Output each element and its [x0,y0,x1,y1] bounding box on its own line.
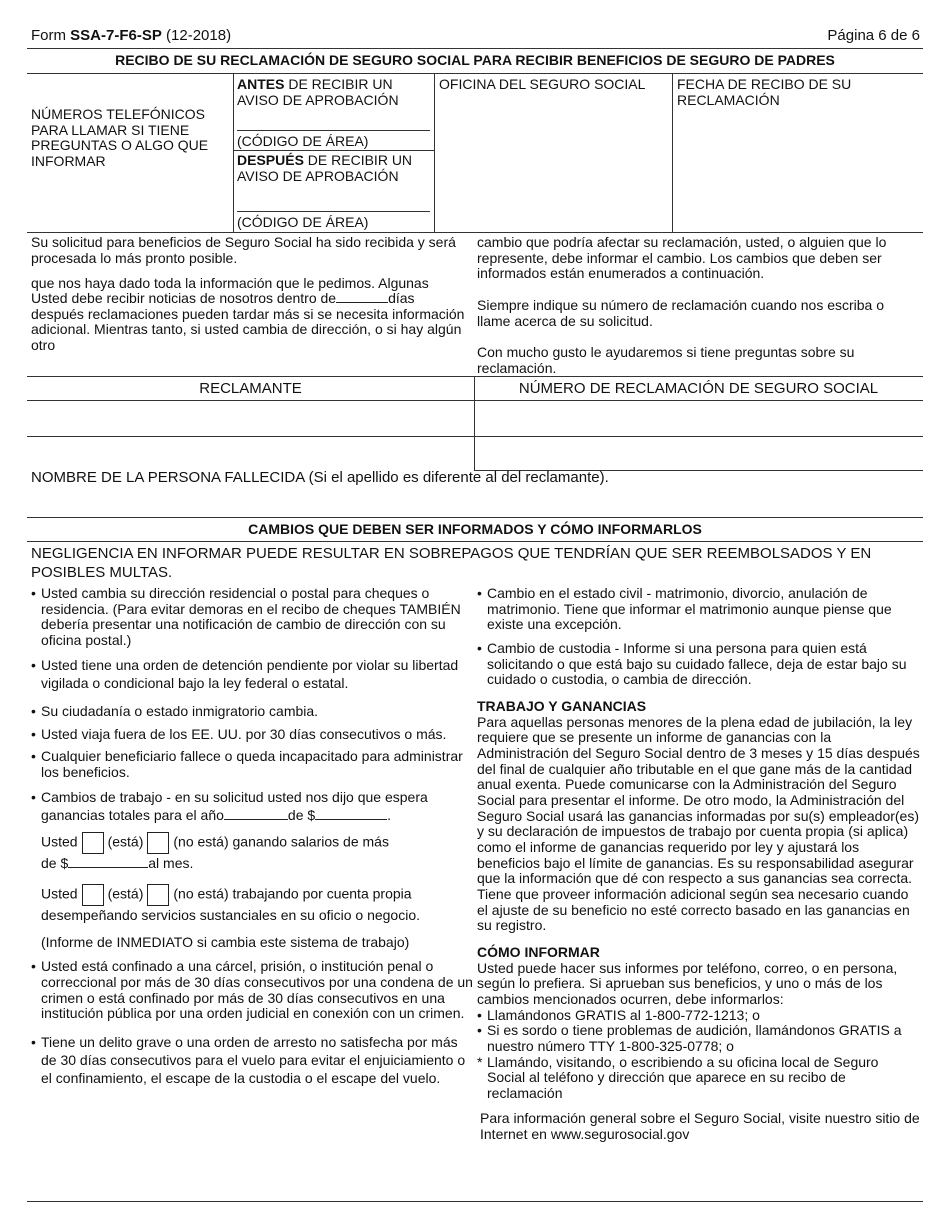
claim-number-field[interactable] [475,401,922,469]
how-to-report-list [477,1008,920,1055]
list-item: • Si es sordo o tiene problemas de audición, llamándonos GRATIS a nuestro número TTY 1-800-325-0778; o [477,1023,920,1054]
changes-right-list [477,586,920,688]
work-change-item: • Cambios de trabajo - en su solicitud usted nos dijo que espera ganancias totales para el año de $ . [31,788,473,824]
receipt-date-label: FECHA DE RECIBO DE SU RECLAMACIÓN [677,76,852,108]
inform-immediately: (Informe de INMEDIATO si cambia este sistema de trabajo) [41,933,410,950]
how-to-report-title: CÓMO INFORMAR [477,944,600,961]
list-item: • Usted tiene una orden de detención pendiente por violar su libertad vigilada o condicional bajo la ley federal o estatal. [31,656,473,692]
notice-left [31,235,471,354]
notice-left-p3: que nos haya dado toda la información que le pedimos. Algunas [31,275,429,292]
salary-checkbox-row: Usted (está) (no está) ganando salarios de más de $ al mes. [41,833,389,872]
how-to-report-text: Usted puede hacer sus informes por teléfono, correo, o en persona, según lo prefiera. Si aprueban sus beneficios, y uno o más de los cambios mencionados ocurren, debe informarlos: [477,959,898,1008]
deceased-name-label: NOMBRE DE LA PERSONA FALLECIDA (Si el apellido es diferente al del reclamante). [31,469,609,486]
page-number: Página 6 de 6 [827,27,920,44]
receipt-title: RECIBO DE SU RECLAMACIÓN DE SEGURO SOCIAL PARA RECIBIR BENEFICIOS DE SEGURO DE PADRES [115,52,835,68]
notice-right [477,235,920,377]
form-id [31,28,231,45]
list-item: • Su ciudadanía o estado inmigratorio cambia. [31,704,473,720]
claimant-label: RECLAMANTE [199,380,302,397]
notice-left-p2: Usted debe recibir noticias de nosotros dentro de días [31,290,415,307]
list-item: • Cambio de custodia - Informe si una persona para quien está solicitando o que está bajo su cuidado fallece, deja de estar bajo su cuidado o custodia, o cambia de dirección. [477,641,920,688]
before-bold: ANTES [237,76,285,92]
form-date: (12-2018) [166,27,232,44]
list-item: • Usted viaja fuera de los EE. UU. por 30 días consecutivos o más. [31,727,473,743]
form-prefix: Form [31,27,66,44]
self-employment-checkbox-row: Usted (está) (no está) trabajando por cuenta propia desempeñando servicios sustanciales en su oficio o negocio. [41,886,421,924]
area-code-label-2: (CÓDIGO DE ÁREA) [237,214,369,230]
notice-right-p2: Siempre indique su número de reclamación cuando nos escriba o llame acerca de su solicitud. [477,297,885,329]
claim-number-label: NÚMERO DE RECLAMACIÓN DE SEGURO SOCIAL [518,380,879,397]
esta-self-checkbox[interactable] [82,884,104,906]
warning-text: NEGLIGENCIA EN INFORMAR PUEDE RESULTAR EN SOBREPAGOS QUE TENDRÍAN QUE SER REEMBOLSADOS Y EN POSIBLES MULTAS. [31,545,872,581]
esta-salary-checkbox[interactable] [82,832,104,854]
list-item: • Llamándonos GRATIS al 1-800-772-1213; o [477,1008,920,1024]
before-rest: DE RECIBIR UN AVISO DE APROBACIÓN [237,76,399,108]
changes-left-list-2 [31,959,473,1087]
list-item: • Usted está confinado a una cárcel, prisión, o institución penal o correccional por más de 30 días consecutivos por una condena de un crimen o está confinado por más de 30 días consecutivos en una institución pública por una orden judicial en conexión con un crimen. [31,959,473,1022]
list-item: • Tiene un delito grave o una orden de arresto no satisfecha por más de 30 días consecutivos para el vuelo para evitar el enjuiciamiento o el confinamiento, el escape de la custodia o el escape del vuelo. [31,1034,473,1088]
no-esta-self-checkbox[interactable] [147,884,169,906]
after-rest: DE RECIBIR UN AVISO DE APROBACIÓN [237,152,413,184]
after-approval-label [237,153,434,184]
list-item: • Cualquier beneficiario fallece o queda incapacitado para administrar los beneficios. [31,749,473,780]
notice-right-p1: cambio que podría afectar su reclamación, usted, o alguien que lo represente, debe informar el cambio. Los cambios que deben ser informados están enumerados a continuación. [477,234,887,282]
office-label: OFICINA DEL SEGURO SOCIAL [439,76,646,92]
changes-left-list [31,586,473,824]
notice-left-p4: después reclamaciones pueden tardar más si se necesita información adicional. Mientras tanto, si usted cambia de dirección, o si hay algún otro [31,305,465,354]
days-field[interactable] [336,291,388,303]
changes-title: CAMBIOS QUE DEBEN SER INFORMADOS Y CÓMO INFORMARLOS [248,521,702,537]
after-bold: DESPUÉS [237,152,304,168]
year-field[interactable] [224,808,288,820]
visit-item: * Llamándo, visitando, o escribiendo a su oficina local de Seguro Social al teléfono y dirección que aparece en su recibo de reclamación [477,1053,879,1102]
monthly-salary-field[interactable] [68,856,148,868]
work-earnings-title: TRABAJO Y GANANCIAS [477,698,647,715]
notice-left-p1: Su solicitud para beneficios de Seguro Social ha sido recibida y será procesada lo más pronto posible. [31,234,456,266]
notice-right-p3: Con mucho gusto le ayudaremos si tiene preguntas sobre su reclamación. [477,344,855,377]
phone-label: NÚMEROS TELEFÓNICOS PARA LLAMAR SI TIENE PREGUNTAS O ALGO QUE INFORMAR [31,106,209,170]
area-code-label-1: (CÓDIGO DE ÁREA) [237,133,369,149]
list-item: • Usted cambia su dirección residencial o postal para cheques o residencia. (Para evitar demoras en el recibo de cheques TAMBIÉN debería presentar una notificación de cambio de dirección con su oficina postal.) [31,586,473,649]
form-number: SSA-7-F6-SP [70,27,162,44]
changes-left-column [31,586,473,1088]
earnings-field[interactable] [315,808,387,820]
claimant-field[interactable] [28,401,473,435]
work-earnings-text: Para aquellas personas menores de la plena edad de jubilación, la ley requiere que se presente un informe de ganancias con la Administración del Seguro Social dentro de 3 meses y 15 días después del final de cualquier año tributable en el que gane más de la cantidad anual exenta. Puede comunicarse con la Administración del Seguro Social para presentar el informe. De otro modo, la Administración del Seguro Social usará las ganancias informadas por su(s) empleador(es) y su declaración de impuestos de trabajo por cuenta propia (si aplica) como el informe de ganancias requerido por ley y ajustará los beneficios bajo el límite de ganancias. Es su responsabilidad asegurar que la información que dé con respecto a sus ganancias sea correcta. Tiene que proveer información adicional según sea necesario cuando el ajuste de su beneficio no esté correcto basado en las ganancias en su registro. [477,713,920,934]
before-approval-label [237,77,432,108]
list-item: • Cambio en el estado civil - matrimonio, divorcio, anulación de matrimonio. Tiene que informar el matrimonio aunque piense que existe una excepción. [477,586,920,633]
no-esta-salary-checkbox[interactable] [147,832,169,854]
changes-right-column [477,586,920,1142]
general-info: Para información general sobre el Seguro Social, visite nuestro sitio de Internet en www.segurosocial.gov [480,1109,920,1142]
